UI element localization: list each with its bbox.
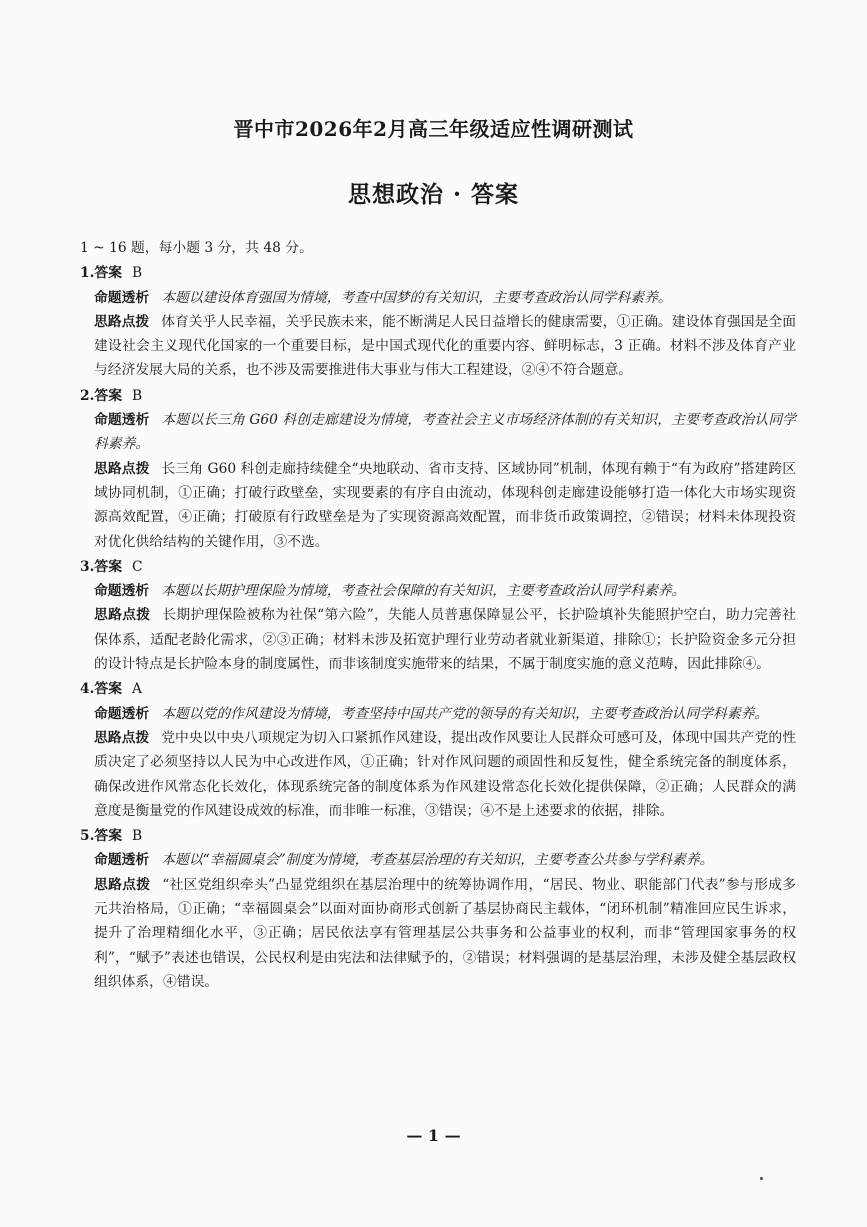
analysis-row-text: 本题以党的作风建设为情境，考查坚持中国共产党的领导的有关知识，主要考查政治认同学科素养。 [161, 705, 769, 722]
question-answer-line [80, 677, 796, 701]
question-number: 4. [80, 681, 95, 698]
analysis-row-label: 命题透析 [94, 289, 150, 306]
analysis-row-label: 命题透析 [94, 705, 150, 722]
explanation-row-text: 体育关乎人民幸福，关乎民族未来，能不断满足人民日益增长的健康需要，①正确。建设体育强国是全面建设社会主义现代化国家的一个重要目标，是中国式现代化的重要内容、鲜明标志，3 正确。材料不涉及体育产业与经济发展大局的关系，也不涉及需要推进伟大事业与伟大工程建设，②④不符合题意。 [94, 313, 797, 379]
page-title: 晋中市2026年2月高三年级适应性调研测试 [233, 117, 634, 141]
answer-value: A [132, 681, 142, 698]
explanation-row-label: 思路点拨 [94, 313, 150, 330]
explanation-row-label: 思路点拨 [94, 607, 151, 624]
analysis-row-text: 本题以“幸福圆桌会”制度为情境，考查基层治理的有关知识，主要考查公共参与学科素养。 [161, 852, 714, 869]
explanation-row [80, 873, 796, 994]
explanation-row-label: 思路点拨 [94, 460, 150, 477]
answer-label: 答案 [94, 558, 122, 575]
page-subtitle: 思想政治 · 答案 [347, 181, 520, 208]
question-number: 5. [80, 828, 95, 845]
explanation-row-text: 党中央以中央八项规定为切入口紧抓作风建设，提出改作风要让人民群众可感可及，体现中国共产党的性质决定了必须坚持以人民为中心改进作风，①正确；针对作风问题的顽固性和反复性，健全系统完备的制度体系，确保改进作风常态化长效化，体现系统完备的制度体系为作风建设常态化长效化提供保障，②正确；人民群众的满意度是衡量党的作风建设成效的标准，而非唯一标准，③错误；④不是上述要求的依据，排除。 [94, 729, 797, 819]
page-number: — 1 — [406, 1126, 461, 1145]
answer-label: 答案 [94, 387, 122, 404]
answer-value: B [132, 387, 143, 404]
question-block [80, 555, 796, 676]
analysis-row-label: 命题透析 [94, 852, 150, 869]
analysis-row-text: 本题以长期护理保险为情境，考查社会保障的有关知识，主要考查政治认同学科素养。 [161, 583, 686, 600]
section-intro: 1 ~ 16 题，每小题 3 分，共 48 分。 [80, 240, 313, 256]
question-block [80, 824, 796, 994]
answer-value: B [132, 265, 143, 282]
answer-label: 答案 [94, 265, 122, 282]
question-block [80, 677, 796, 823]
question-number: 1. [80, 265, 95, 282]
explanation-row-text: 长三角 G60 科创走廊持续健全“央地联动、省市支持、区域协同”机制，体现有赖于“有为政府”搭建跨区域协同机制，①正确；打破行政壁垒，实现要素的有序自由流动，体现科创走廊建设能够打造一体化大市场实现资源高效配置，④正确；打破原有行政壁垒是为了实现资源高效配置，而非货币政策调控，②错误；材料未体现投资对优化供给结构的关键作用，③不选。 [94, 460, 797, 550]
answer-value: B [132, 828, 143, 845]
analysis-row [80, 848, 796, 872]
question-number: 3. [80, 558, 95, 575]
answer-label: 答案 [94, 681, 122, 698]
answer-value: C [132, 558, 143, 575]
analysis-row [80, 702, 796, 726]
question-block [80, 261, 796, 382]
analysis-row-label: 命题透析 [94, 583, 150, 600]
analysis-row-text: 本题以长三角 G60 科创走廊建设为情境，考查社会主义市场经济体制的有关知识，主要考查政治认同学科素养。 [94, 412, 796, 453]
scan-dot [760, 1177, 763, 1180]
analysis-row-text: 本题以建设体育强国为情境，考查中国梦的有关知识，主要考查政治认同学科素养。 [161, 289, 672, 306]
answer-label: 答案 [94, 828, 122, 845]
question-block [80, 384, 796, 554]
explanation-row-label: 思路点拨 [94, 876, 151, 893]
analysis-row-label: 命题透析 [94, 412, 150, 429]
question-answer-line [80, 384, 796, 408]
explanation-row-text: 长期护理保险被称为社保“第六险”，失能人员普惠保障显公平，长护险填补失能照护空白，助力完善社保体系，适配老龄化需求，②③正确；材料未涉及拓宽护理行业劳动者就业新渠道，排除①；长护险资金多元分担的设计特点是长护险本身的制度属性，而非该制度实施带来的结果，不属于制度实施的意义范畴，因此排除④。 [94, 607, 797, 673]
analysis-row [80, 408, 796, 457]
question-answer-line [80, 555, 796, 579]
answer-content [80, 236, 796, 994]
explanation-row [80, 603, 796, 676]
question-answer-line [80, 261, 796, 285]
analysis-row [80, 579, 796, 603]
explanation-row-label: 思路点拨 [94, 729, 150, 746]
analysis-row [80, 286, 796, 310]
question-number: 2. [80, 387, 95, 404]
explanation-row [80, 726, 796, 823]
explanation-row [80, 457, 796, 554]
explanation-row [80, 310, 796, 383]
question-answer-line [80, 824, 796, 848]
question-list [80, 261, 796, 994]
explanation-row-text: “社区党组织牵头”凸显党组织在基层治理中的统筹协调作用，“居民、物业、职能部门代表”参与形成多元共治格局，①正确；“幸福圆桌会”以面对面协商形式创新了基层协商民主载体，“闭环机制”精准回应民生诉求，提升了治理精细化水平，③正确；居民依法享有管理基层公共事务和公益事业的权利，而非“管理国家事务的权利”，“赋予”表述也错误，公民权利是由宪法和法律赋予的，②错误；材料强调的是基层治理，未涉及健全基层政权组织体系，④错误。 [94, 876, 797, 990]
